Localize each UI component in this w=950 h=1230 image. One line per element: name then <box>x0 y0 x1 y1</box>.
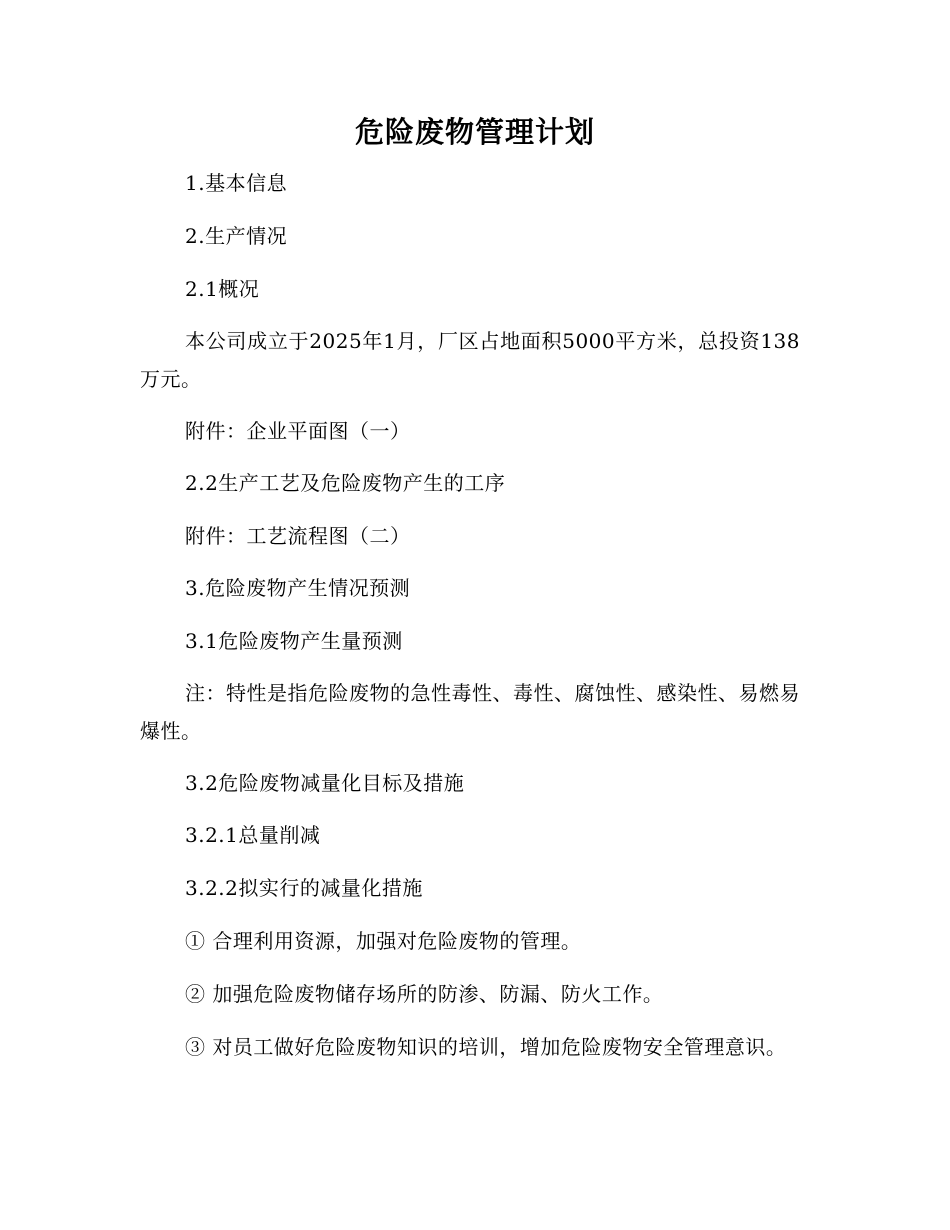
list-item-measure-2: ② 加强危险废物储存场所的防渗、防漏、防火工作。 <box>185 982 664 1006</box>
section-heading-basic-info: 1.基本信息 <box>185 171 288 195</box>
section-heading-production: 2.生产情况 <box>185 224 288 248</box>
attachment-process-flow: 附件：工艺流程图（二） <box>185 524 411 548</box>
section-heading-overview: 2.1概况 <box>185 277 260 301</box>
paragraph-note-characteristics: 注：特性是指危险废物的急性毒性、毒性、腐蚀性、感染性、易燃易爆性。 <box>140 681 800 743</box>
paragraph-company-overview: 本公司成立于2025年1月，厂区占地面积5000平方米，总投资138万元。 <box>140 329 800 391</box>
section-heading-process: 2.2生产工艺及危险废物产生的工序 <box>185 471 506 495</box>
list-item-measure-3: ③ 对员工做好危险废物知识的培训，增加危险废物安全管理意识。 <box>185 1035 787 1059</box>
document-title: 危险废物管理计划 <box>354 115 595 149</box>
section-heading-quantity-forecast: 3.1危险废物产生量预测 <box>185 629 403 653</box>
section-heading-forecast: 3.危险废物产生情况预测 <box>185 576 411 600</box>
attachment-site-plan: 附件：企业平面图（一） <box>185 419 411 443</box>
section-heading-total-reduction: 3.2.1总量削减 <box>185 823 321 847</box>
section-heading-reduction-targets: 3.2危险废物减量化目标及措施 <box>185 771 465 795</box>
list-item-measure-1: ① 合理利用资源，加强对危险废物的管理。 <box>185 929 582 953</box>
section-heading-reduction-measures: 3.2.2拟实行的减量化措施 <box>185 876 423 900</box>
